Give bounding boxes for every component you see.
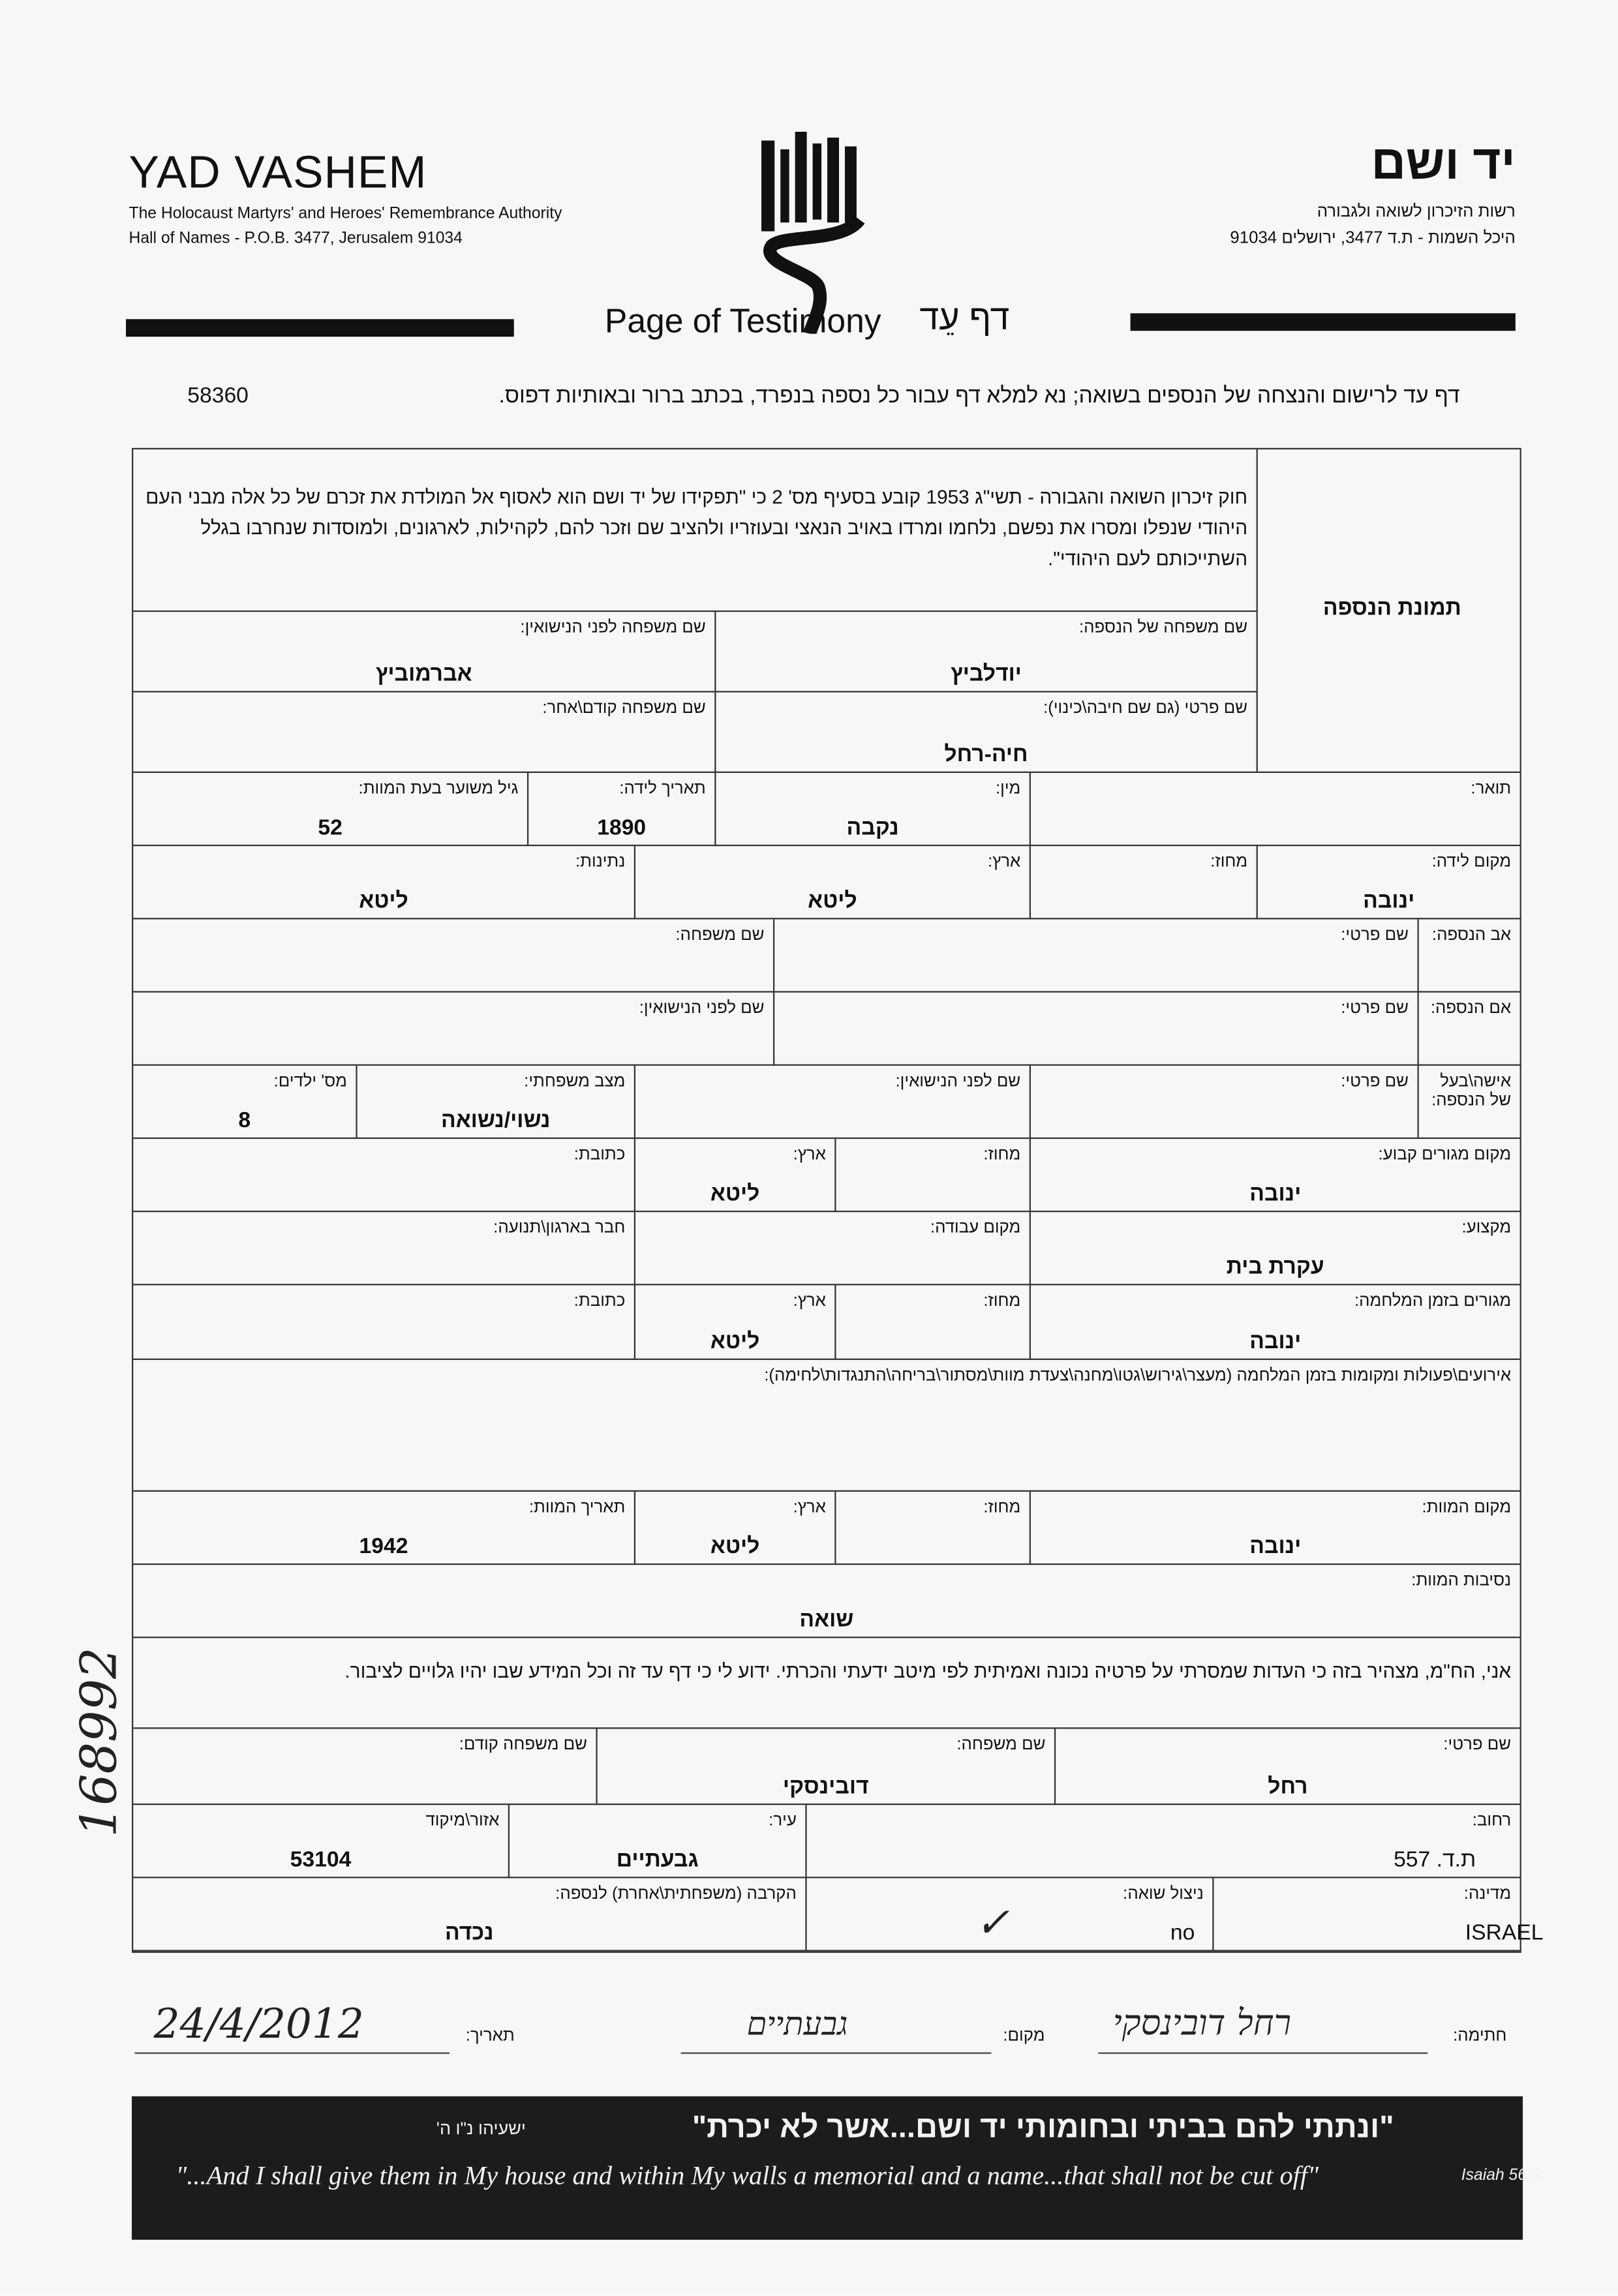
form-field-15-2[interactable]	[133, 1805, 510, 1878]
field-label: מגורים בזמן המלחמה:	[1354, 1292, 1512, 1310]
field-label: אישה\בעל של הנספה:	[1431, 1073, 1512, 1110]
field-value: עקרת בית	[1226, 1254, 1324, 1280]
field-label: גיל משוער בעת המוות:	[358, 780, 519, 798]
field-value: ליטא	[710, 1534, 760, 1560]
field-label: אירועים\פעולות ומקומות בזמן המלחמה (מעצר\גירוש\גטו\מחנה\צעדת מוות\מסתור\בריחה\התנגדות\לחימה):	[764, 1367, 1512, 1385]
form-field-0-1[interactable]	[133, 612, 716, 692]
photo-label: תמונת הנספה	[1322, 596, 1461, 621]
field-label: מקום המוות:	[1422, 1499, 1512, 1517]
field-label: שם פרטי:	[1443, 1736, 1512, 1754]
form-field-1-0[interactable]	[716, 693, 1257, 773]
field-label: שם פרטי:	[1341, 926, 1409, 944]
field-value: נשוי/נשואה	[440, 1108, 551, 1134]
signature-line[interactable]	[1098, 2053, 1427, 2054]
authority-name-he: רשות הזיכרון לשואה ולגבורה	[1317, 203, 1516, 221]
form-field-11-3[interactable]	[133, 1492, 635, 1565]
quote-banner	[132, 2096, 1540, 2240]
form-field-11-1[interactable]	[836, 1492, 1030, 1565]
form-field-14-1[interactable]	[598, 1729, 1056, 1805]
field-label: מדינה:	[1463, 1885, 1512, 1903]
quote-ref-en: Isaiah 56:5	[1461, 2166, 1540, 2184]
form-field-4-0[interactable]	[1419, 919, 1520, 992]
field-value: רחל	[1268, 1774, 1308, 1800]
form-field-5-0[interactable]	[1419, 993, 1520, 1066]
field-value: no	[1170, 1920, 1195, 1946]
field-label: ארץ:	[793, 1146, 826, 1164]
field-label: תאריך המוות:	[528, 1499, 626, 1517]
form-field-6-0[interactable]	[1419, 1066, 1520, 1139]
authority-name-en: The Holocaust Martyrs' and Heroes' Remembrance Authority	[129, 205, 562, 223]
field-value: 52	[318, 815, 343, 841]
field-label: תאריך לידה:	[619, 780, 706, 798]
place-label: מקום:	[1003, 2027, 1045, 2046]
field-label: שם משפחה של הנספה:	[1079, 619, 1248, 637]
signature-value: רחל דובינסקי	[1112, 2002, 1292, 2044]
field-label: מקום עבודה:	[930, 1219, 1021, 1237]
field-label: מקצוע:	[1461, 1219, 1512, 1237]
field-value: ליטא	[808, 888, 857, 914]
field-label: שם פרטי:	[1341, 1073, 1409, 1091]
law-text-cell	[133, 449, 1258, 612]
field-label: ניצול שואה:	[1123, 1885, 1204, 1903]
form-field-9-1[interactable]	[836, 1285, 1030, 1359]
field-label: אם הנספה:	[1430, 999, 1512, 1018]
form-field-16-0[interactable]	[1214, 1878, 1544, 1951]
form-field-3-0[interactable]	[1258, 846, 1520, 919]
field-label: עיר:	[769, 1812, 797, 1830]
field-label: אני, הח"מ, מצהיר בזה כי העדות שמסרתי על פרטיה נכונה ואמיתית לפי מיטב ידעתי והכרתי. ידוע לי כי דף עד זה וכל המידע שבו יהיו גלויים לציבור.	[344, 1660, 1512, 1682]
signature-label: חתימה:	[1453, 2027, 1507, 2046]
form-field-6-1[interactable]	[1031, 1066, 1419, 1139]
form-field-8-1[interactable]	[635, 1212, 1031, 1285]
field-label: תואר:	[1471, 780, 1512, 798]
form-field-8-2[interactable]	[133, 1212, 635, 1285]
field-value: אברמוביץ	[375, 661, 472, 687]
form-field-14-0[interactable]	[1056, 1729, 1519, 1805]
quote-en: "...And I shall give them in My house and within My walls a memorial and a name...that shall not be cut off"	[176, 2160, 1319, 2190]
page-title-he: דף עֵד	[919, 298, 1010, 339]
field-label: מחוז:	[1210, 853, 1248, 871]
check-mark-icon: ✓	[975, 1898, 1010, 1947]
field-value: נקבה	[846, 815, 899, 841]
form-field-2-3[interactable]	[133, 773, 528, 846]
brand-name-he: יד ושם	[1371, 134, 1516, 189]
form-field-15-0[interactable]	[807, 1805, 1520, 1878]
field-label: נסיבות המוות:	[1411, 1572, 1512, 1590]
field-label: שם משפחה קודם\אחר:	[542, 699, 706, 718]
form-field-9-3[interactable]	[133, 1285, 635, 1359]
field-value: שואה	[799, 1607, 854, 1633]
form-field-4-1[interactable]	[774, 919, 1418, 992]
form-field-1-1[interactable]	[133, 693, 716, 773]
field-label: שם לפני הנישואין:	[895, 1073, 1021, 1091]
form-field-7-1[interactable]	[836, 1139, 1030, 1212]
header-divider-left	[126, 319, 514, 337]
form-field-16-1[interactable]	[807, 1878, 1214, 1951]
field-label: ארץ:	[793, 1292, 826, 1310]
field-label: שם משפחה קודם:	[459, 1736, 587, 1754]
place-value: גבעתיים	[746, 2006, 848, 2044]
address-en: Hall of Names - P.O.B. 3477, Jerusalem 91034	[129, 230, 463, 248]
form-field-15-1[interactable]	[510, 1805, 807, 1878]
form-field-12-0[interactable]	[133, 1565, 1519, 1638]
form-field-4-2[interactable]	[133, 919, 774, 992]
field-value: ינובה	[1249, 1181, 1302, 1207]
testimony-form-table	[132, 448, 1544, 1953]
address-he: היכל השמות - ת.ד 3477, ירושלים 91034	[1230, 230, 1516, 248]
form-field-6-4[interactable]	[133, 1066, 357, 1139]
field-label: מחוז:	[983, 1499, 1021, 1517]
field-value: 8	[238, 1108, 251, 1134]
field-label: שם משפחה:	[675, 926, 765, 944]
quote-ref-he: ישעיהו נ"ו ה'	[436, 2118, 526, 2139]
field-value: יודלביץ	[951, 661, 1022, 687]
field-value: דובינסקי	[782, 1774, 869, 1800]
date-line[interactable]	[134, 2053, 450, 2054]
form-field-13-0[interactable]	[133, 1638, 1519, 1729]
field-label: נתינות:	[575, 853, 626, 871]
form-field-7-2[interactable]	[635, 1139, 836, 1212]
field-value: ינובה	[1249, 1329, 1302, 1354]
field-value: נכדה	[445, 1920, 494, 1946]
date-label: תאריך:	[465, 2027, 515, 2046]
field-value: 1942	[359, 1534, 408, 1560]
field-label: ארץ:	[793, 1499, 826, 1517]
form-field-7-3[interactable]	[133, 1139, 635, 1212]
field-value: גבעתיים	[616, 1847, 699, 1873]
form-field-5-1[interactable]	[774, 993, 1418, 1066]
form-field-6-3[interactable]	[358, 1066, 635, 1139]
field-value: ליטא	[710, 1329, 760, 1354]
field-label: אזור\מיקוד	[425, 1812, 500, 1830]
form-field-9-0[interactable]	[1031, 1285, 1520, 1359]
form-field-11-2[interactable]	[635, 1492, 836, 1565]
form-field-8-0[interactable]	[1031, 1212, 1520, 1285]
field-value: ינובה	[1363, 888, 1415, 914]
field-value: ינובה	[1249, 1534, 1302, 1560]
form-field-3-3[interactable]	[133, 846, 635, 919]
field-label: מין:	[995, 780, 1021, 798]
field-value: ISRAEL	[1465, 1920, 1544, 1946]
form-field-16-2[interactable]	[133, 1878, 806, 1951]
form-field-9-2[interactable]	[635, 1285, 836, 1359]
field-label: שם משפחה:	[956, 1736, 1046, 1754]
form-field-3-1[interactable]	[1031, 846, 1258, 919]
field-label: רחוב:	[1472, 1812, 1512, 1830]
field-label: שם לפני הנישואין:	[639, 999, 765, 1018]
field-label: שם פרטי:	[1341, 999, 1409, 1018]
field-label: שם משפחה לפני הנישואין:	[520, 619, 706, 637]
header-divider-right	[1131, 313, 1516, 331]
form-field-2-2[interactable]	[528, 773, 716, 846]
quote-he: "ונתתי להם בביתי ובחומותי יד ושם...אשר לא יכרת"	[692, 2111, 1394, 2145]
field-label: שם פרטי (גם שם חיבה\כינוי):	[1043, 699, 1248, 718]
field-label: מקום מגורים קבוע:	[1378, 1146, 1512, 1164]
field-label: מחוז:	[983, 1146, 1021, 1164]
place-line[interactable]	[681, 2053, 992, 2054]
field-value: ת.ד. 557	[1394, 1847, 1476, 1873]
form-field-11-0[interactable]	[1031, 1492, 1520, 1565]
form-field-3-2[interactable]	[635, 846, 1031, 919]
field-label: מחוז:	[983, 1292, 1021, 1310]
field-value: חיה-רחל	[944, 742, 1028, 768]
form-field-14-2[interactable]	[133, 1729, 597, 1805]
brand-name-en: YAD VASHEM	[129, 146, 427, 198]
field-value: 53104	[290, 1847, 352, 1873]
field-value: 1890	[597, 815, 647, 841]
field-value: ליטא	[710, 1181, 760, 1207]
form-field-10-0[interactable]	[133, 1360, 1519, 1492]
law-text: חוק זיכרון השואה והגבורה - תשי"ג 1953 קובע בסעיף מס' 2 כי "תפקידו של יד ושם הוא לאסוף אל המולדת את זכרם של כל אלה מבני העם היהודי שנפלו ומסרו את נפשם, נלחמו ומרדו באויב הנאצי ובעוזריו ולהציב שם וזכר להם, לקהילות, לארגונים, ולמוסדות שנחרבו בגלל השתייכותם לעם היהודי".	[145, 486, 1248, 570]
field-label: ארץ:	[988, 853, 1021, 871]
form-field-5-2[interactable]	[133, 993, 774, 1066]
field-label: מס' ילדים:	[273, 1073, 347, 1091]
date-value: 24/4/2012	[153, 1999, 364, 2048]
form-field-0-0[interactable]	[716, 612, 1257, 692]
field-label: חבר בארגון\תנועה:	[493, 1219, 626, 1237]
form-number: 58360	[187, 384, 249, 409]
form-field-2-0[interactable]	[1031, 773, 1520, 846]
field-label: אב הנספה:	[1431, 926, 1512, 944]
instructions: דף עד לרישום והנצחה של הנספים בשואה; נא למלא דף עבור כל נספה בנפרד, בכתב ברור ובאותיות דפוס.	[498, 384, 1460, 409]
field-value: ליטא	[359, 888, 408, 914]
form-field-6-2[interactable]	[635, 1066, 1031, 1139]
form-field-2-1[interactable]	[716, 773, 1031, 846]
page-title-en: Page of Testimony	[604, 301, 881, 340]
margin-handwritten-number: 168992	[70, 1647, 129, 1837]
field-label: כתובת:	[573, 1292, 626, 1310]
field-label: כתובת:	[573, 1146, 626, 1164]
field-label: מקום לידה:	[1431, 853, 1512, 871]
field-label: הקרבה (משפחתית\אחרת) לנספה:	[555, 1885, 797, 1903]
victim-photo-box[interactable]	[1258, 449, 1520, 773]
form-field-7-0[interactable]	[1031, 1139, 1520, 1212]
field-label: מצב משפחתי:	[524, 1073, 626, 1091]
